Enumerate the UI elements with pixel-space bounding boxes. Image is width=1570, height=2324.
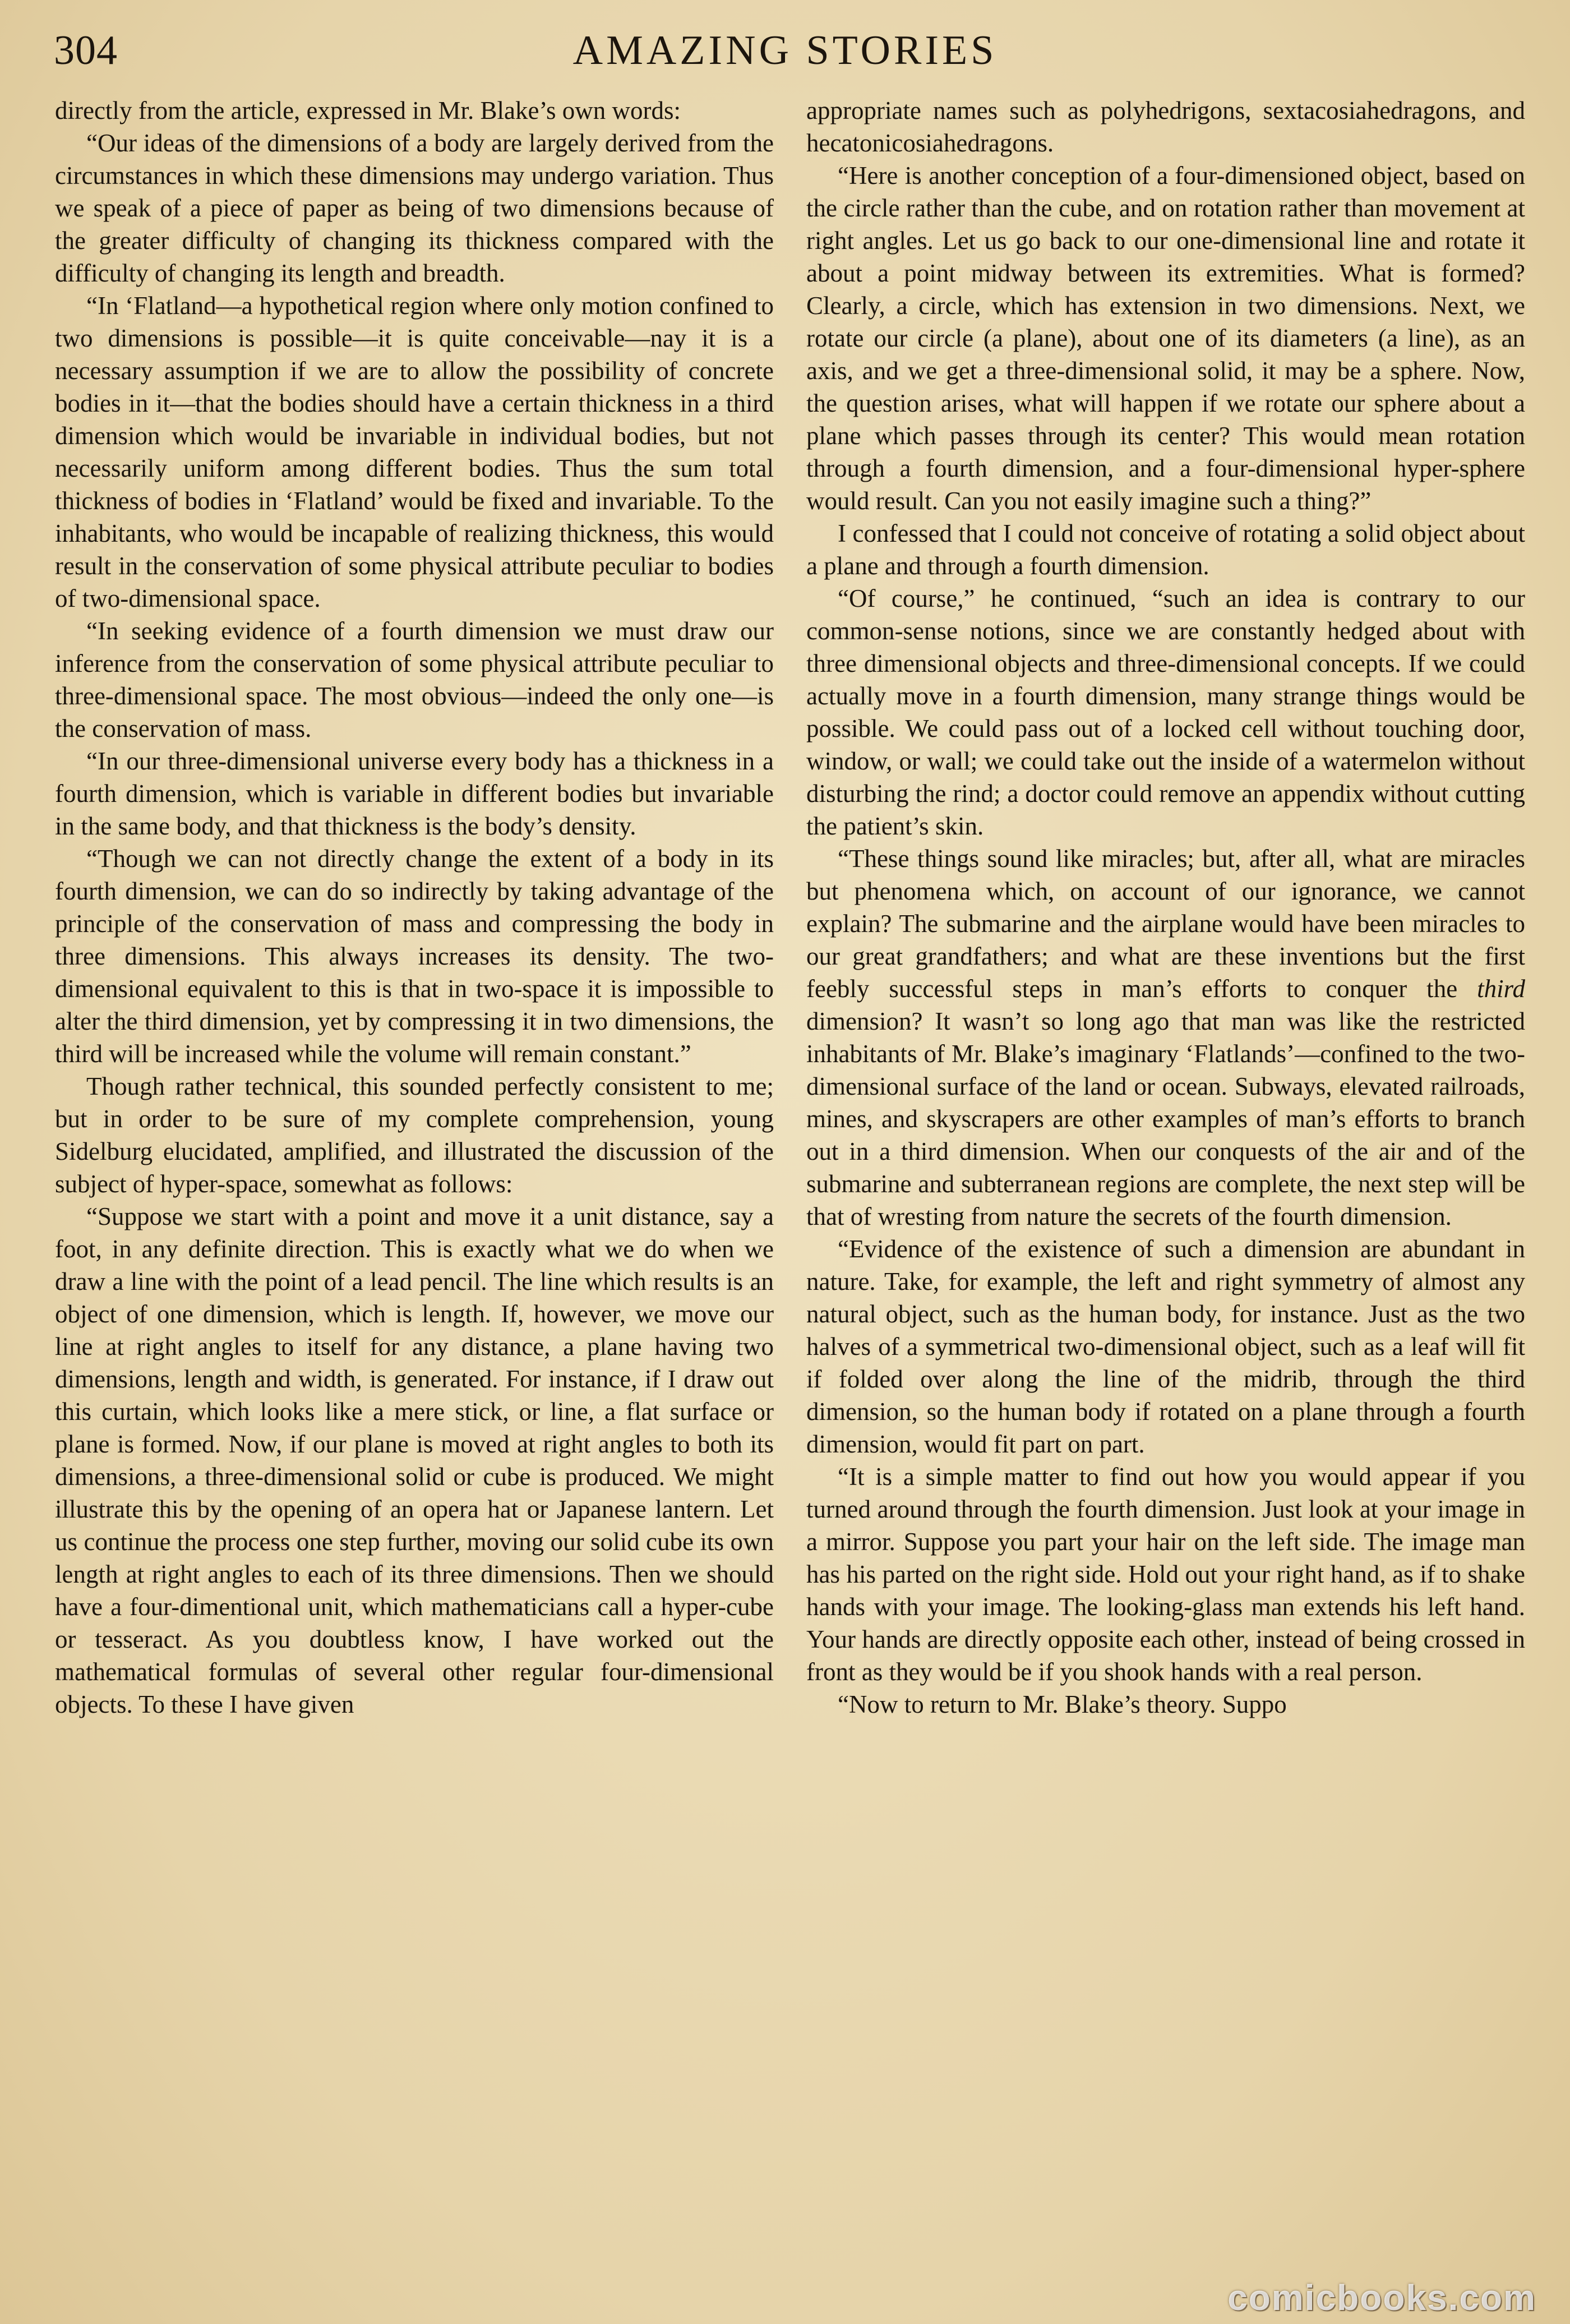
page-number: 304: [54, 27, 118, 73]
paragraph-text: dimension? It wasn’t so long ago that man was like the restricted inhabitants of Mr. Blake’s imaginary ‘Flatlands’—confined to the two-dimensional surface of the land or ocean. Subways, elevated railroads, mines, and skyscrapers are other examples of man’s efforts to branch out in a third dimension. When our conquests of the air and of the submarine and subterranean regions are complete, the next step will be that of wresting from nature the secrets of the fourth dimension.: [806, 1007, 1525, 1230]
paragraph: “It is a simple matter to find out how you would appear if you turned around through the fourth dimension. Just look at your image in a mirror. Suppose you part your hair on the left side. The image man has his parted on the right side. Hold out your right hand, as if to shake hands with your image. The looking-glass man extends his left hand. Your hands are directly opposite each other, instead of being crossed in front as they would be if you shook hands with a real person.: [806, 1463, 1525, 1686]
paragraph: “Our ideas of the dimensions of a body are largely derived from the circumstances in which these dimensions may undergo variation. Thus we speak of a piece of paper as being of two dimensions because of the greater difficulty of changing its thickness compared with the difficulty of changing its length and breadth.: [55, 129, 774, 287]
paragraph: “In seeking evidence of a fourth dimension we must draw our inference from the conservation of some physical attribute peculiar to three-dimensional space. The most obvious—indeed the only one—is the conservation of mass.: [55, 617, 774, 743]
paragraph: “Here is another conception of a four-dimensioned object, based on the circle rather than the cube, and on rotation rather than movement at right angles. Let us go back to our one-dimensional line and rotate it about a point midway between its extremities. What is formed? Clearly, a circle, which has extension in two dimensions. Next, we rotate our circle (a plane), about one of its diameters (a line), as an axis, and we get a three-dimensional solid, it may be a sphere. Now, the question arises, what will happen if we rotate our sphere about a plane which passes through its center? This would mean rotation through a fourth dimension, and a four-dimensional hyper-sphere would result. Can you not easily imagine such a thing?”: [806, 162, 1525, 515]
paragraph: directly from the article, expressed in Mr. Blake’s own words:: [55, 96, 681, 125]
paragraph: “Though we can not directly change the extent of a body in its fourth dimension, we can do so indirectly by taking advantage of the principle of the conservation of mass and compressing the body in three dimensions. This always increases its density. The two-dimensional equivalent to this is that in two-space it is impossible to alter the third dimension, yet by compressing it in two dimensions, the third will be increased while the volume will remain constant.”: [55, 845, 774, 1068]
paragraph: “In our three-dimensional universe every body has a thickness in a fourth dimension, which is variable in different bodies but invariable in the same body, and that thickness is the body’s density.: [55, 747, 774, 840]
italic-word: third: [1477, 975, 1525, 1003]
paragraph-text: “These things sound like miracles; but, after all, what are miracles but phenomena which, on account of our ignorance, we cannot explain? The submarine and the airplane would have been miracles to our great grandfathers; and what are these inventions but the first feebly successful steps in man’s efforts to conquer the: [806, 845, 1525, 1003]
paragraph: “In ‘Flatland—a hypothetical region where only motion confined to two dimensions is possible—it is quite conceivable—nay it is a necessary assumption if we are to allow the possibility of concrete bodies in it—that the bodies should have a certain thickness in a third dimension which would be invariable in individual bodies, but not necessarily uniform among different bodies. Thus the sum total thickness of bodies in ‘Flatland’ would be fixed and invariable. To the inhabitants, who would be incapable of realizing thickness, this would result in the conservation of some physical attribute peculiar to bodies of two-dimensional space.: [55, 292, 774, 612]
page-header: [54, 27, 1516, 89]
paragraph: “Evidence of the existence of such a dimension are abundant in nature. Take, for example, the left and right symmetry of almost any natural object, such as the human body, for instance. Just as the two halves of a symmetrical two-dimensional object, such as a leaf will fit if folded over along the line of the midrib, through the third dimension, so the human body if rotated on a plane through a fourth dimension, would fit part on part.: [806, 1235, 1525, 1458]
paragraph: “Of course,” he continued, “such an idea is contrary to our common-sense notions, since we are constantly hedged about with three dimensional objects and three-dimensional concepts. If we could actually move in a fourth dimension, many strange things would be possible. We could pass out of a locked cell without touching door, window, or wall; we could take out the inside of a watermelon without disturbing the rind; a doctor could remove an appendix without cutting the patient’s skin.: [806, 584, 1525, 840]
running-title: AMAZING STORIES: [572, 27, 998, 73]
paragraph: I confessed that I could not conceive of rotating a solid object about a plane and through a fourth dimension.: [806, 519, 1525, 580]
paragraph: [806, 842, 1525, 1233]
site-watermark: comicbooks.com: [1227, 2277, 1536, 2318]
paragraph: Though rather technical, this sounded perfectly consistent to me; but in order to be sure of my complete comprehension, young Sidelburg elucidated, amplified, and illustrated the discussion of the subject of hyper-space, somewhat as follows:: [55, 1072, 774, 1198]
paragraph: “Now to return to Mr. Blake’s theory. Suppo: [838, 1690, 1287, 1718]
left-column: [55, 94, 774, 2298]
paragraph: “Suppose we start with a point and move it a unit distance, say a foot, in any definite direction. This is exactly what we do when we draw a line with the point of a lead pencil. The line which results is an object of one dimension, which is length. If, however, we move our line at right angles to itself for any distance, a plane having two dimensions, length and width, is generated. For instance, if I draw out this curtain, which looks like a mere stick, or line, a flat surface or plane is formed. Now, if our plane is moved at right angles to both its dimensions, a three-dimensional solid or cube is produced. We might illustrate this by the opening of an opera hat or Japanese lantern. Let us continue the process one step further, moving our solid cube its own length at right angles to each of its three dimensions. Then we should have a four-dimentional unit, which mathematicians call a hyper-cube or tesseract. As you doubtless know, I have worked out the mathematical formulas of several other regular four-dimensional objects. To these I have given: [55, 1202, 774, 1718]
right-column: [806, 94, 1525, 2298]
paragraph: appropriate names such as polyhedrigons, sextacosiahedragons, and hecatonicosiahedragons.: [806, 96, 1525, 157]
